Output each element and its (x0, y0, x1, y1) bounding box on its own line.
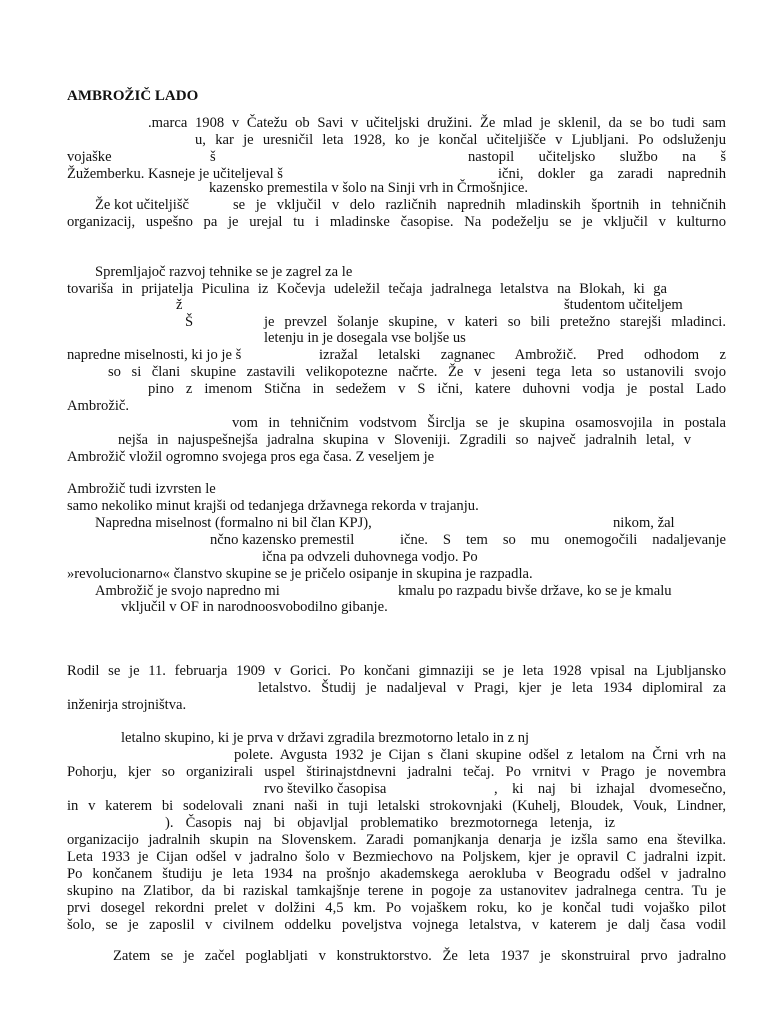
text-line: vključil v OF in narodnoosvobodilno gibanje. (121, 599, 388, 615)
text-line: Spremljajoč razvoj tehnike se je zagrel za le (95, 264, 353, 280)
text-line: rvo številko časopisa (264, 781, 387, 797)
text-line: tovariša in prijatelja Piculina iz Kočevja udeležil tečaja jadralnega letalstva na Blokah, ki ga (67, 281, 667, 297)
text-line: polete. Avgusta 1932 je Cijan s člani skupine odšel z letalom na Črni vrh na (234, 747, 726, 763)
text-line: se je vključil v delo različnih naprednih mladinskih športnih in tehničnih (233, 197, 726, 213)
text-line: nejša in najuspešnejša jadralna skupina v Sloveniji. Zgradili so največ jadralnih letal, v (118, 432, 691, 448)
text-line: Napredna miselnost (formalno ni bil član KPJ), (95, 515, 372, 531)
text-line: kmalu po razpadu bivše države, ko se je kmalu (398, 583, 672, 599)
text-line: so si člani skupine zastavili velikopotezne načrte. Že v jeseni tega leta so ustanovili svojo (108, 364, 726, 380)
text-line: Rodil se je 11. februarja 1909 v Gorici. Po končani gimnaziji se je leta 1928 vpisal na Ljubljansko (67, 663, 726, 679)
text-line: Leta 1933 je Cijan odšel v jadralno šolo v Bezmiechovo na Poljskem, kjer je opravil C jadralni izpit. (67, 849, 726, 865)
text-line: ični, dokler ga zaradi naprednih (498, 166, 726, 182)
text-line: Po končanem študiju je leta 1934 na prošnjo akademskega aerokluba v Beogradu odšel v jadralno (67, 866, 726, 882)
text-line: nastopil učiteljsko službo na š (468, 149, 726, 165)
text-line: organizacijo jadralnih skupin na Slovenskem. Zaradi pomanjkanja denarja je izšla samo ena številka. (67, 832, 726, 848)
text-line: Ambrožič je svojo napredno mi (95, 583, 280, 599)
text-line: letalstvo. Študij je nadaljeval v Pragi, kjer je leta 1934 diplomiral za (258, 680, 726, 696)
text-line: je prevzel šolanje skupine, v kateri so bili pretežno starejši mladinci. (264, 314, 726, 330)
text-line: inženirja strojništva. (67, 697, 187, 713)
text-line: vom in tehničnim vodstvom Širclja se je skupina osamosvojila in postala (232, 415, 726, 431)
text-line: izražal letalski zagnanec Ambrožič. Pred odhodom z (319, 347, 726, 363)
document-title: AMBROŽIČ LADO (67, 88, 199, 104)
text-fragment: Š (185, 314, 194, 330)
text-line: vojaške (67, 149, 112, 165)
text-line: in v katerem bi sodelovali znani naši in tuji letalski strokovnjaki (Kuhelj, Bloudek, Vouk, Lindner, (67, 798, 726, 814)
text-line: pino z imenom Stična in sedežem v S ični, katere duhovni vodja je postal Lado (148, 381, 726, 397)
text-fragment: ž (176, 297, 183, 313)
text-line: .marca 1908 v Čatežu ob Savi v učiteljski družini. Že mlad je sklenil, da se bo tudi sam (148, 115, 726, 131)
text-line: prvi dosegel rekordni prelet v dolžini 4,5 km. Po vojaškem roku, ko je končal tudi vojaško pilot (67, 900, 726, 916)
text-line: nikom, žal (613, 515, 675, 531)
text-line: skupino na Zlatibor, da bi raziskal tamkajšnje terene in pogoje za ustanovitev jadralnega centra. Tu je (67, 883, 726, 899)
text-line: , ki naj bi izhajal dvomesečno, (494, 781, 726, 797)
text-line: »revolucionarno« članstvo skupine se je pričelo osipanje in skupina je razpadla. (67, 566, 533, 582)
text-line: letalno skupino, ki je prva v državi zgradila brezmotorno letalo in z nj (121, 730, 530, 746)
text-line: Zatem se je začel poglabljati v konstruktorstvo. Že leta 1937 je skonstruiral prvo jadralno (113, 948, 726, 964)
text-fragment: š (210, 149, 216, 165)
text-line: nčno kazensko premestil (210, 532, 355, 548)
text-line: Pohorju, kjer so organizirali uspel štirinajstdnevni jadralni tečaj. Po vrnitvi v Prago je novembra (67, 764, 726, 780)
text-line: organizacij, uspešno pa je urejal tu i mladinske časopise. Na podeželju se je vključil v kulturno (67, 214, 726, 230)
text-line: ). Časopis naj bi objavljal problematiko brezmotornega letenja, iz (165, 815, 615, 831)
text-line: Že kot učiteljišč (95, 197, 190, 213)
text-line: napredne miselnosti, ki jo je š (67, 347, 242, 363)
text-line: Ambrožič tudi izvrsten le (67, 481, 216, 497)
text-line: Ambrožič vložil ogromno svojega pros ega časa. Z veseljem je (67, 449, 435, 465)
text-line: samo nekoliko minut krajši od tedanjega državnega rekorda v trajanju. (67, 498, 479, 514)
text-line: šolo, se je zaposlil v civilnem oddelku poveljstva vojnega letalstva, v katerem je dalj časa vodil (67, 917, 726, 933)
text-line: letenju in je dosegala vse boljše us (264, 330, 466, 346)
text-line: u, kar je uresničil leta 1928, ko je končal učiteljišče v Ljubljani. Po odsluženju (195, 132, 726, 148)
text-line: Ambrožič. (67, 398, 130, 414)
text-line: Žužemberku. Kasneje je učiteljeval š (67, 166, 283, 182)
text-line: ična pa odvzeli duhovnega vodjo. Po (262, 549, 478, 565)
text-line: študentom učiteljem (564, 297, 683, 313)
text-line: ične. S tem so mu onemogočili nadaljevanje (400, 532, 726, 548)
text-line: kazensko premestila v šolo na Sinji vrh in Črmošnjice. (209, 180, 528, 196)
